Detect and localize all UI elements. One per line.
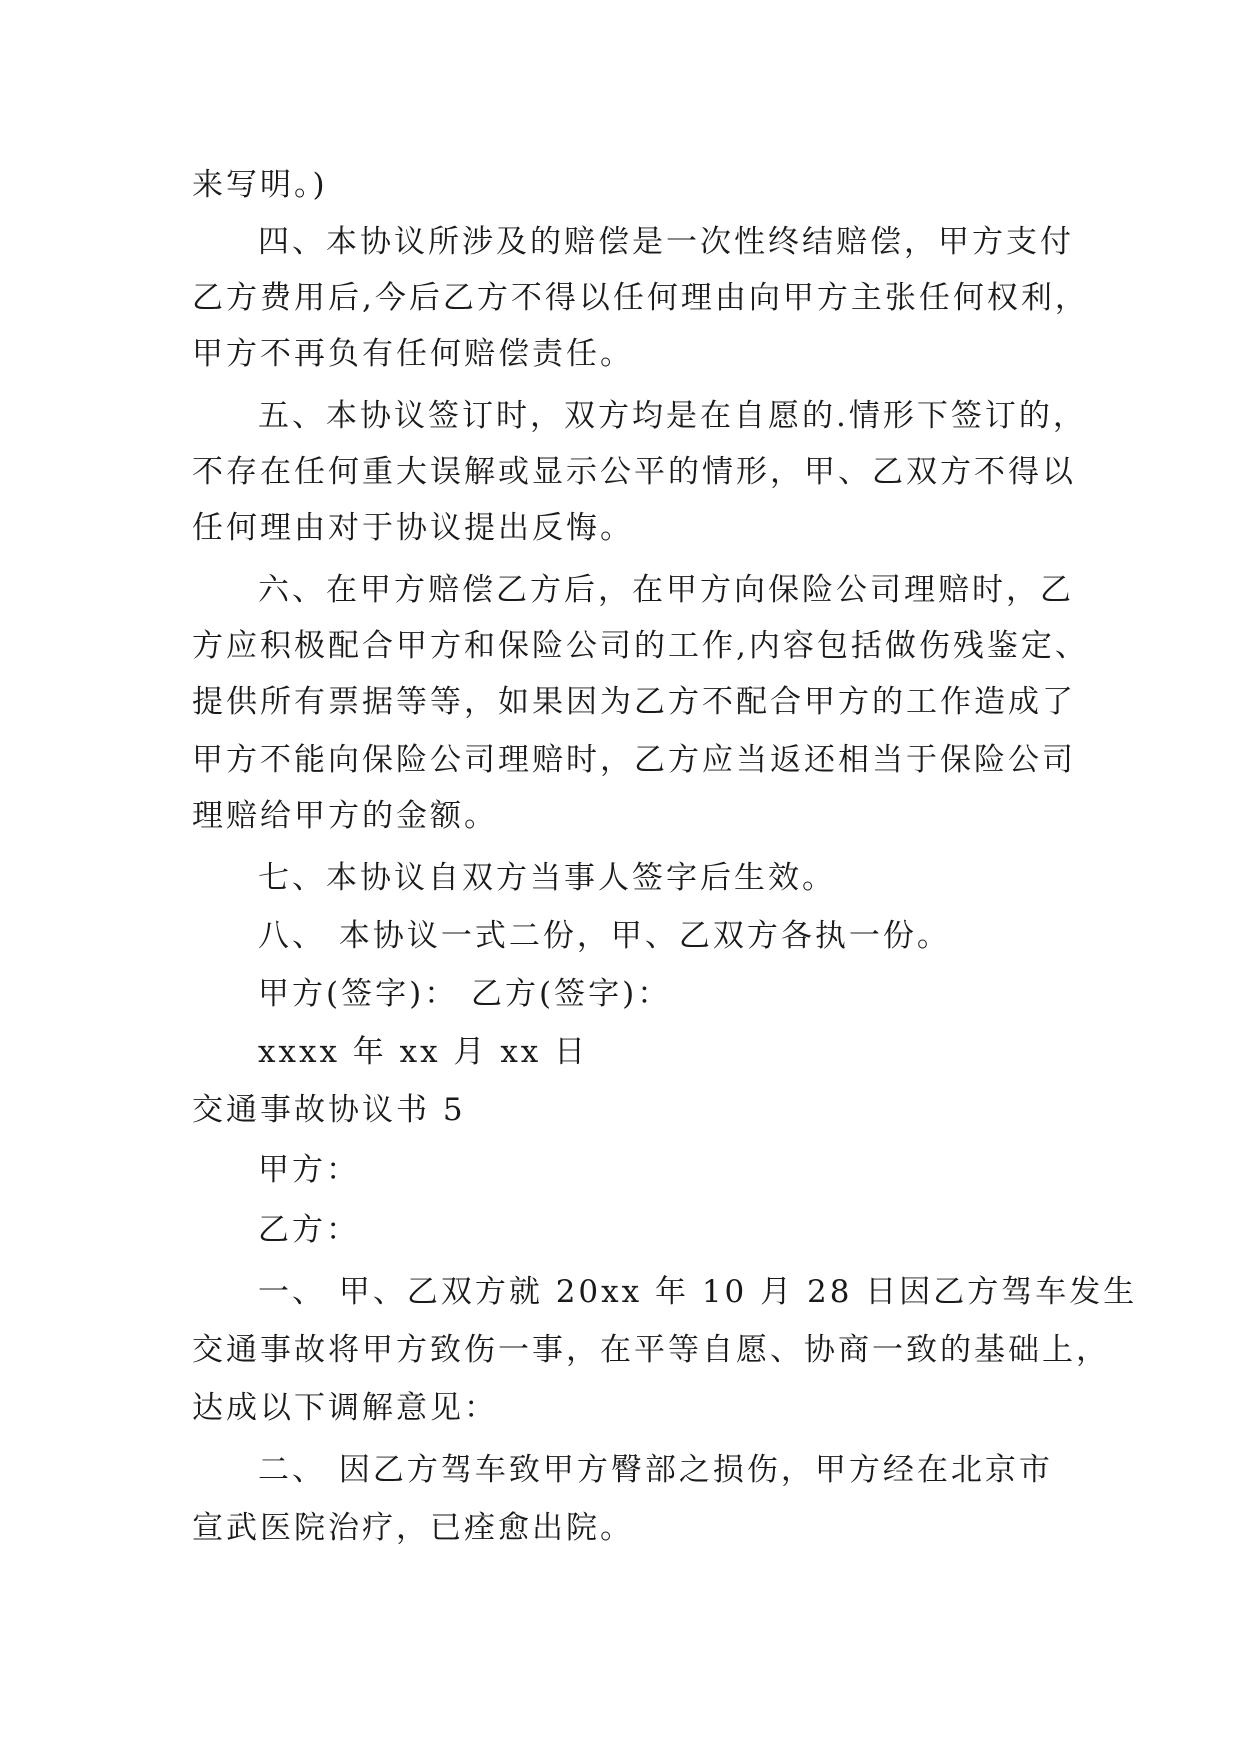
signature-line: 甲方(签字)： 乙方(签字)： xyxy=(258,976,672,1012)
text-line: 交通事故将甲方致伤一事，在平等自愿、协商一致的基础上， xyxy=(192,1332,1110,1368)
date-line: xxxx 年 xx 月 xx 日 xyxy=(258,1034,589,1070)
text-line: 乙方费用后,今后乙方不得以任何理由向甲方主张任何权利， xyxy=(192,280,1089,316)
text-line: 七、本协议自双方当事人签字后生效。 xyxy=(258,860,836,896)
text-line: 达成以下调解意见： xyxy=(192,1390,498,1426)
text-line: 不存在任何重大误解或显示公平的情形，甲、乙双方不得以 xyxy=(192,454,1076,490)
party-a-line: 甲方： xyxy=(258,1152,360,1188)
party-b-line: 乙方： xyxy=(258,1212,360,1248)
text-line: 甲方不再负有任何赔偿责任。 xyxy=(192,336,634,372)
text-line: 来写明。) xyxy=(192,167,328,203)
text-line: 五、本协议签订时，双方均是在自愿的.情形下签订的， xyxy=(258,398,1087,434)
section-title: 交通事故协议书 5 xyxy=(192,1092,466,1128)
text-line: 二、 因乙方驾车致甲方臀部之损伤，甲方经在北京市 xyxy=(258,1452,1053,1488)
text-line: 六、在甲方赔偿乙方后，在甲方向保险公司理赔时，乙 xyxy=(258,572,1074,608)
text-line: 理赔给甲方的金额。 xyxy=(192,798,498,834)
text-line: 任何理由对于协议提出反悔。 xyxy=(192,510,634,546)
text-line: 一、 甲、乙双方就 20xx 年 10 月 28 日因乙方驾车发生 xyxy=(258,1274,1138,1310)
text-line: 八、 本协议一式二份，甲、乙双方各执一份。 xyxy=(258,918,951,954)
text-line: 方应积极配合甲方和保险公司的工作,内容包括做伤残鉴定、 xyxy=(192,628,1089,664)
text-line: 提供所有票据等等，如果因为乙方不配合甲方的工作造成了 xyxy=(192,684,1076,720)
text-line: 四、本协议所涉及的赔偿是一次性终结赔偿，甲方支付 xyxy=(258,224,1074,260)
text-line: 甲方不能向保险公司理赔时，乙方应当返还相当于保险公司 xyxy=(192,742,1076,778)
text-line: 宣武医院治疗，已痊愈出院。 xyxy=(192,1510,634,1546)
